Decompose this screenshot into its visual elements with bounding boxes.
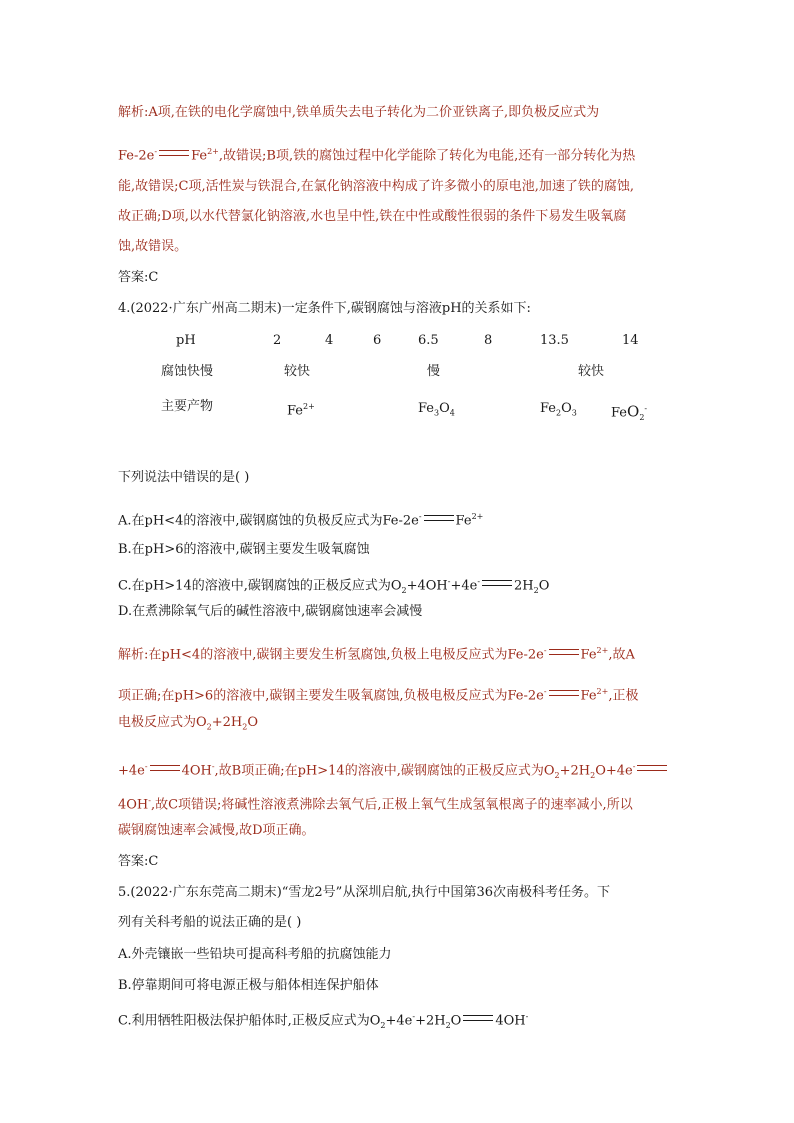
- ph-value: 2: [273, 333, 282, 348]
- q4-analysis-line-5: [118, 792, 633, 814]
- q4-analysis-line-1: [118, 642, 635, 664]
- equals-sign: [463, 1015, 493, 1021]
- superscript: -: [477, 577, 481, 586]
- q4-analysis-line-4: [118, 758, 669, 785]
- text: Fe: [580, 647, 597, 663]
- q4-stem: [118, 300, 531, 318]
- q3-answer: [118, 269, 158, 287]
- q4-option-b: [118, 541, 370, 559]
- superscript: -: [211, 762, 215, 771]
- superscript: -: [154, 147, 158, 156]
- superscript: 2+: [596, 687, 609, 696]
- product-fe2plus: [287, 398, 315, 420]
- ph-value: 4: [325, 333, 334, 348]
- text: 能,故错误;C项,活性炭与铁混合,在氯化钠溶液中构成了许多微小的原电池,加速了铁的腐蚀,: [118, 179, 634, 194]
- text: A.外壳镶嵌一些铅块可提高科考船的抗腐蚀能力: [118, 947, 392, 962]
- subscript: 2: [639, 412, 645, 422]
- text: 4OH: [495, 1013, 526, 1029]
- text: O: [450, 1013, 462, 1029]
- subscript: 2: [554, 770, 560, 780]
- equals-sign: [549, 649, 579, 655]
- product-feo2minus: [611, 400, 647, 427]
- text: 4OH: [118, 797, 149, 813]
- q5-stem-line-1: [118, 884, 610, 902]
- text: +4e: [118, 763, 145, 779]
- subscript: 4: [449, 408, 455, 418]
- text: ,故C项错误;将碱性溶液煮沸除去氧气后,正极上氧气生成氢氧根离子的速率减小,所以: [150, 797, 633, 813]
- text: B.停靠期间可将电源正极与船体相连保护船体: [118, 978, 379, 993]
- text: +2H: [415, 1013, 446, 1029]
- question-text: 下列说法中错误的是( ): [118, 470, 250, 485]
- text: O: [439, 401, 450, 416]
- equals-sign: [424, 515, 454, 521]
- superscript: 2+: [207, 147, 219, 156]
- q5-option-a: [118, 946, 392, 964]
- text: Fe: [455, 513, 472, 529]
- q3-analysis-line-5: [118, 238, 187, 256]
- equals-sign: [482, 580, 512, 586]
- subscript: 2: [556, 408, 562, 418]
- equals-sign: [159, 150, 189, 156]
- superscript: -: [632, 762, 636, 771]
- q4-question: [118, 469, 249, 487]
- text: C.利用牺牲阳极法保护船体时,正极反应式为O: [118, 1013, 381, 1029]
- superscript: -: [525, 1012, 529, 1021]
- text: O+4e: [595, 763, 633, 779]
- text: 碳钢腐蚀速率会减慢,故D项正确。: [118, 823, 315, 838]
- q5-stem-line-2: [118, 914, 301, 932]
- superscript: 2+: [471, 512, 484, 521]
- subscript: 3: [571, 408, 577, 418]
- q4-analysis-line-6: [118, 822, 315, 840]
- superscript: 2+: [596, 646, 609, 655]
- q4-analysis-line-2: [118, 683, 638, 705]
- text: Fe: [191, 148, 208, 164]
- ph-value: 6: [373, 333, 382, 348]
- q4-option-a: [118, 508, 483, 530]
- superscript: -: [144, 762, 148, 771]
- text: 2H: [514, 578, 534, 594]
- ph-value: 8: [484, 333, 493, 348]
- subscript: 2: [380, 1020, 386, 1030]
- question-stem: 4.(2022·广东广州高二期末)一定条件下,碳钢腐蚀与溶液pH的关系如下:: [118, 301, 531, 316]
- text: D.在煮沸除氧气后的碱性溶液中,碳钢腐蚀速率会减慢: [118, 604, 423, 619]
- text: C.在pH>14的溶液中,碳钢腐蚀的正极反应式为O: [118, 578, 402, 594]
- q3-analysis-line-4: [118, 208, 626, 226]
- text: B.在pH>6的溶液中,碳钢主要发生吸氧腐蚀: [118, 542, 370, 557]
- superscript: 2+: [303, 402, 315, 411]
- equals-sign: [637, 765, 667, 771]
- q4-option-c: [118, 573, 549, 600]
- superscript: -: [543, 687, 547, 696]
- text: Fe: [287, 403, 304, 419]
- text: +4e: [385, 1013, 413, 1029]
- q4-answer: [118, 853, 158, 871]
- subscript: 3: [434, 408, 440, 418]
- rate-value: 较快: [578, 364, 605, 379]
- equals-sign: [150, 765, 180, 771]
- text: +4e: [450, 578, 478, 594]
- superscript: -: [543, 646, 547, 655]
- subscript: 2: [242, 722, 248, 732]
- text: 电极反应式为O: [118, 715, 207, 730]
- text: A.在pH<4的溶液中,碳钢腐蚀的负极反应式为Fe-2e: [118, 513, 419, 529]
- q4-option-d: [118, 603, 422, 621]
- rate-value: 慢: [427, 364, 441, 379]
- subscript: 2: [445, 1020, 451, 1030]
- text: +2H: [559, 763, 591, 779]
- text: 项正确;在pH>6的溶液中,碳钢主要发生吸氧腐蚀,负极电极反应式为Fe-2e: [118, 688, 544, 704]
- superscript: -: [644, 404, 648, 413]
- subscript: 2: [590, 770, 596, 780]
- text: 故正确;D项,以水代替氯化钠溶液,水也呈中性,铁在中性或酸性很弱的条件下易发生吸氧腐: [118, 209, 627, 224]
- rate-value: 较快: [284, 364, 311, 379]
- text: ,故B项正确;在pH>14的溶液中,碳钢腐蚀的正极反应式为O: [214, 763, 555, 779]
- text: 解析:在pH<4的溶液中,碳钢主要发生析氢腐蚀,负极上电极反应式为Fe-2e: [118, 647, 544, 663]
- text: ,正极: [608, 688, 639, 704]
- answer-text: 答案:C: [118, 854, 159, 869]
- q4-analysis-line-3: [118, 714, 258, 737]
- q3-analysis-line-2: [118, 143, 635, 165]
- ph-value: 6.5: [418, 333, 439, 348]
- text: +2H: [211, 715, 243, 730]
- text: Fe: [580, 688, 597, 704]
- product-label: 主要产物: [161, 399, 214, 414]
- text: 4OH: [181, 763, 212, 779]
- superscript: -: [148, 796, 151, 805]
- ph-value: 13.5: [540, 333, 569, 348]
- q5-option-b: [118, 977, 379, 995]
- subscript: 2: [533, 585, 539, 595]
- text: Fe: [418, 401, 435, 416]
- subscript: 2: [206, 722, 212, 732]
- equals-sign: [549, 690, 579, 696]
- text: 解析:A项,在铁的电化学腐蚀中,铁单质失去电子转化为二价亚铁离子,即负极反应式为: [118, 105, 600, 120]
- question-stem: 列有关科考船的说法正确的是( ): [118, 915, 302, 930]
- text: O: [561, 401, 572, 416]
- text: ,故错误;B项,铁的腐蚀过程中化学能除了转化为电能,还有一部分转化为热: [218, 148, 636, 164]
- text: ,故A: [608, 647, 635, 663]
- question-stem: 5.(2022·广东东莞高二期末)“雪龙2号”从深圳启航,执行中国第36次南极科考任务。下: [118, 885, 611, 900]
- superscript: -: [418, 512, 422, 521]
- q3-analysis-line-3: [118, 178, 634, 196]
- ph-label: pH: [176, 333, 196, 348]
- rate-label: 腐蚀快慢: [161, 364, 214, 379]
- ph-value: 14: [622, 333, 639, 348]
- text: Fe-2e: [118, 148, 155, 164]
- superscript: -: [447, 577, 451, 586]
- text: O: [627, 402, 640, 421]
- product-fe2o3: [540, 400, 577, 423]
- q5-option-c: [118, 1008, 528, 1035]
- text: Fe: [540, 401, 557, 416]
- text: Fe: [611, 405, 628, 421]
- subscript: 2: [401, 585, 407, 595]
- text: 蚀,故错误。: [118, 239, 188, 254]
- text: O: [538, 578, 550, 594]
- text: +4OH: [406, 578, 448, 594]
- answer-text: 答案:C: [118, 270, 159, 285]
- q3-analysis-line-1: [118, 104, 599, 122]
- product-fe3o4: [418, 400, 455, 423]
- text: O: [247, 715, 259, 730]
- superscript: -: [412, 1012, 416, 1021]
